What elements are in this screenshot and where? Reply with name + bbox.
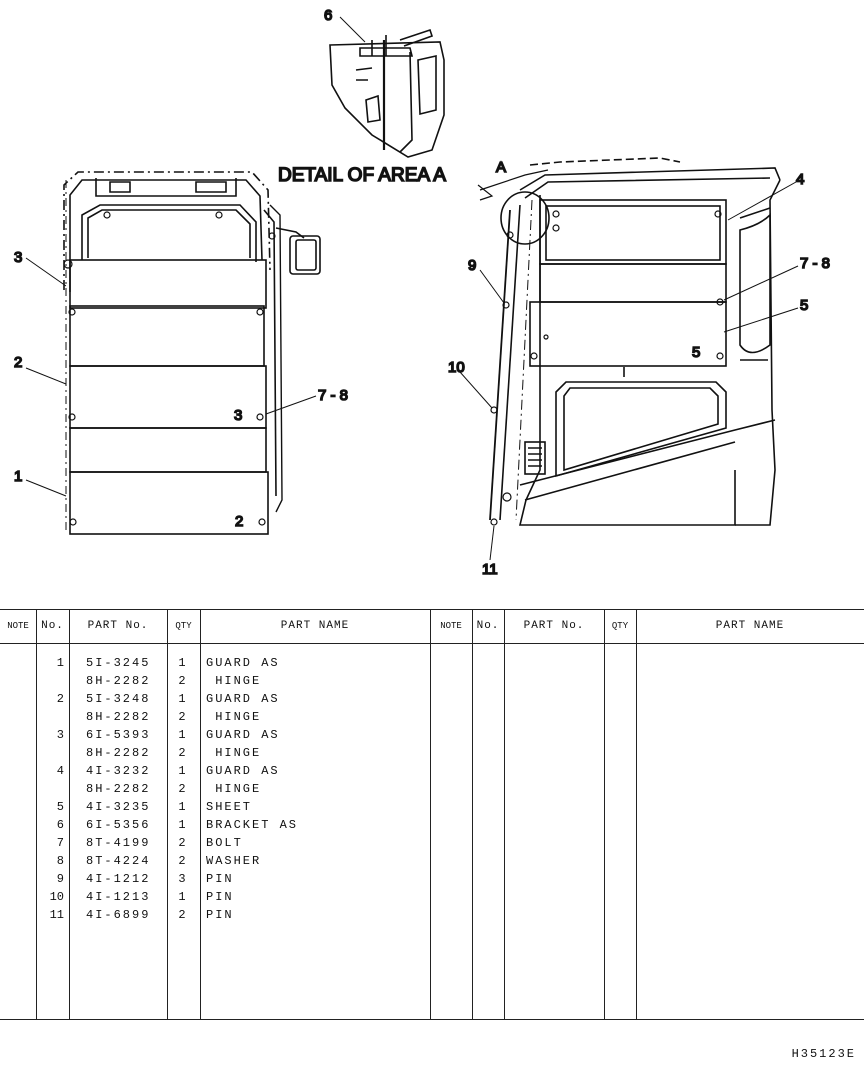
callout-6: 6 xyxy=(324,7,333,24)
panel-label-3: 3 xyxy=(234,407,243,424)
header-part-no: PART No. xyxy=(87,620,149,632)
col-rule xyxy=(636,609,637,1019)
callout-5: 5 xyxy=(800,297,809,314)
table-row: 8H-2282 2 HINGE xyxy=(86,710,262,724)
header-part-name-right: PART NAME xyxy=(715,620,785,632)
table-row: 1 5I-3245 1 GUARD AS xyxy=(56,656,280,670)
detail-title: DETAIL OF AREA A xyxy=(278,165,446,186)
table-row: 8H-2282 2 HINGE xyxy=(86,782,262,796)
table-row: 8 8T-4224 2 WASHER xyxy=(56,854,262,868)
callout-4: 4 xyxy=(796,171,805,188)
view-marker-a: A xyxy=(496,159,507,176)
col-rule xyxy=(504,609,505,1019)
table-bottom-rule xyxy=(0,1019,864,1020)
table-row: 9 4I-1212 3 PIN xyxy=(56,872,234,886)
table-header-rule xyxy=(0,643,864,644)
header-no: No. xyxy=(41,620,64,632)
callout-9: 9 xyxy=(468,257,477,274)
table-row: 4 4I-3232 1 GUARD AS xyxy=(56,764,280,778)
table-row: 8H-2282 2 HINGE xyxy=(86,746,262,760)
callout-7-8-right: 7 - 8 xyxy=(800,255,831,272)
table-row: 5 4I-3235 1 SHEET xyxy=(56,800,253,814)
table-row: 8H-2282 2 HINGE xyxy=(86,674,262,688)
col-rule xyxy=(604,609,605,1019)
col-rule xyxy=(430,609,431,1019)
table-row: 11 4I-6899 2 PIN xyxy=(49,908,234,922)
header-note: NOTE xyxy=(7,621,29,631)
header-qty: QTY xyxy=(175,621,192,631)
panel-label-2: 2 xyxy=(235,513,244,530)
header-part-name: PART NAME xyxy=(280,620,350,632)
callout-1: 1 xyxy=(14,468,23,485)
callout-10: 10 xyxy=(448,359,465,376)
table-row: 7 8T-4199 2 BOLT xyxy=(56,836,243,850)
header-qty-right: QTY xyxy=(611,621,629,631)
col-rule xyxy=(472,609,473,1019)
header-no-right: No. xyxy=(476,620,500,632)
panel-label-5: 5 xyxy=(692,344,701,361)
table-row: 10 4I-1213 1 PIN xyxy=(49,890,234,904)
callout-7-8-left: 7 - 8 xyxy=(318,387,349,404)
table-row: 3 6I-5393 1 GUARD AS xyxy=(56,728,280,742)
detail-area-a-drawing xyxy=(330,17,444,157)
callout-3: 3 xyxy=(14,249,23,266)
parts-table xyxy=(0,609,864,1021)
header-part-no-right: PART No. xyxy=(523,620,585,632)
header-note-right: NOTE xyxy=(440,621,462,631)
side-view-drawing xyxy=(460,158,798,560)
table-row: 6 6I-5356 1 BRACKET AS xyxy=(56,818,299,832)
table-row: 2 5I-3248 1 GUARD AS xyxy=(56,692,280,706)
document-code: H35123E xyxy=(791,1047,856,1061)
callout-2: 2 xyxy=(14,354,23,371)
front-view-drawing xyxy=(26,172,320,534)
callout-11: 11 xyxy=(482,561,498,578)
